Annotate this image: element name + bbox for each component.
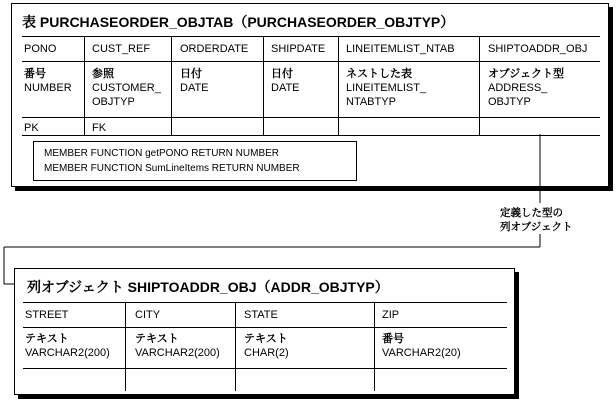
type-label-zip: 番号	[382, 333, 404, 345]
type-label-city: テキスト	[135, 333, 179, 345]
type-label-shipdate: 日付	[271, 68, 293, 80]
type-label-lineitemlist-ntab: ネストした表	[346, 68, 412, 80]
column-header-orderdate: ORDERDATE	[180, 43, 249, 55]
type-value-shipdate: DATE	[271, 82, 300, 94]
column-header-street: STREET	[25, 309, 69, 321]
method-get-pono: MEMBER FUNCTION getPONO RETURN NUMBER	[44, 148, 280, 159]
type-label-pono: 番号	[24, 68, 46, 80]
column-header-shipdate: SHIPDATE	[271, 43, 326, 55]
method-sum-line-items: MEMBER FUNCTION SumLineItems RETURN NUMBER	[44, 163, 300, 174]
column-header-cust-ref: CUST_REF	[92, 43, 151, 55]
connector-note: 定義した型の 列オブジェクト	[500, 207, 573, 233]
type-value-state: CHAR(2)	[244, 347, 289, 359]
type-label-cust-ref: 参照	[92, 68, 114, 80]
column-header-lineitemlist-ntab: LINEITEMLIST_NTAB	[346, 43, 455, 55]
type-value-cust-ref: CUSTOMER_ OBJTYP	[92, 82, 161, 108]
key-pono: PK	[24, 122, 39, 134]
type-value-pono: NUMBER	[24, 82, 72, 94]
table-title: 表 PURCHASEORDER_OBJTAB（PURCHASEORDER_OBJTYP）	[22, 14, 455, 30]
type-value-lineitemlist-ntab: LINEITEMLIST_ NTABTYP	[346, 82, 427, 108]
type-value-orderdate: DATE	[180, 82, 209, 94]
type-value-city: VARCHAR2(200)	[135, 347, 220, 359]
column-object-title: 列オブジェクト SHIPTOADDR_OBJ（ADDR_OBJTYP）	[27, 279, 389, 295]
type-label-street: テキスト	[25, 333, 69, 345]
type-value-shiptoaddr-obj: ADDRESS_ OBJTYP	[488, 82, 548, 108]
column-header-state: STATE	[244, 309, 278, 321]
type-label-orderdate: 日付	[180, 68, 202, 80]
column-header-pono: PONO	[24, 43, 57, 55]
key-cust-ref: FK	[92, 122, 107, 134]
type-value-street: VARCHAR2(200)	[25, 347, 110, 359]
column-header-zip: ZIP	[382, 309, 400, 321]
type-value-zip: VARCHAR2(20)	[382, 347, 461, 359]
type-label-shiptoaddr-obj: オブジェクト型	[488, 68, 565, 80]
type-label-state: テキスト	[244, 333, 288, 345]
column-object-table	[14, 268, 515, 395]
column-header-city: CITY	[135, 309, 161, 321]
column-header-shiptoaddr-obj: SHIPTOADDR_OBJ	[488, 43, 588, 55]
